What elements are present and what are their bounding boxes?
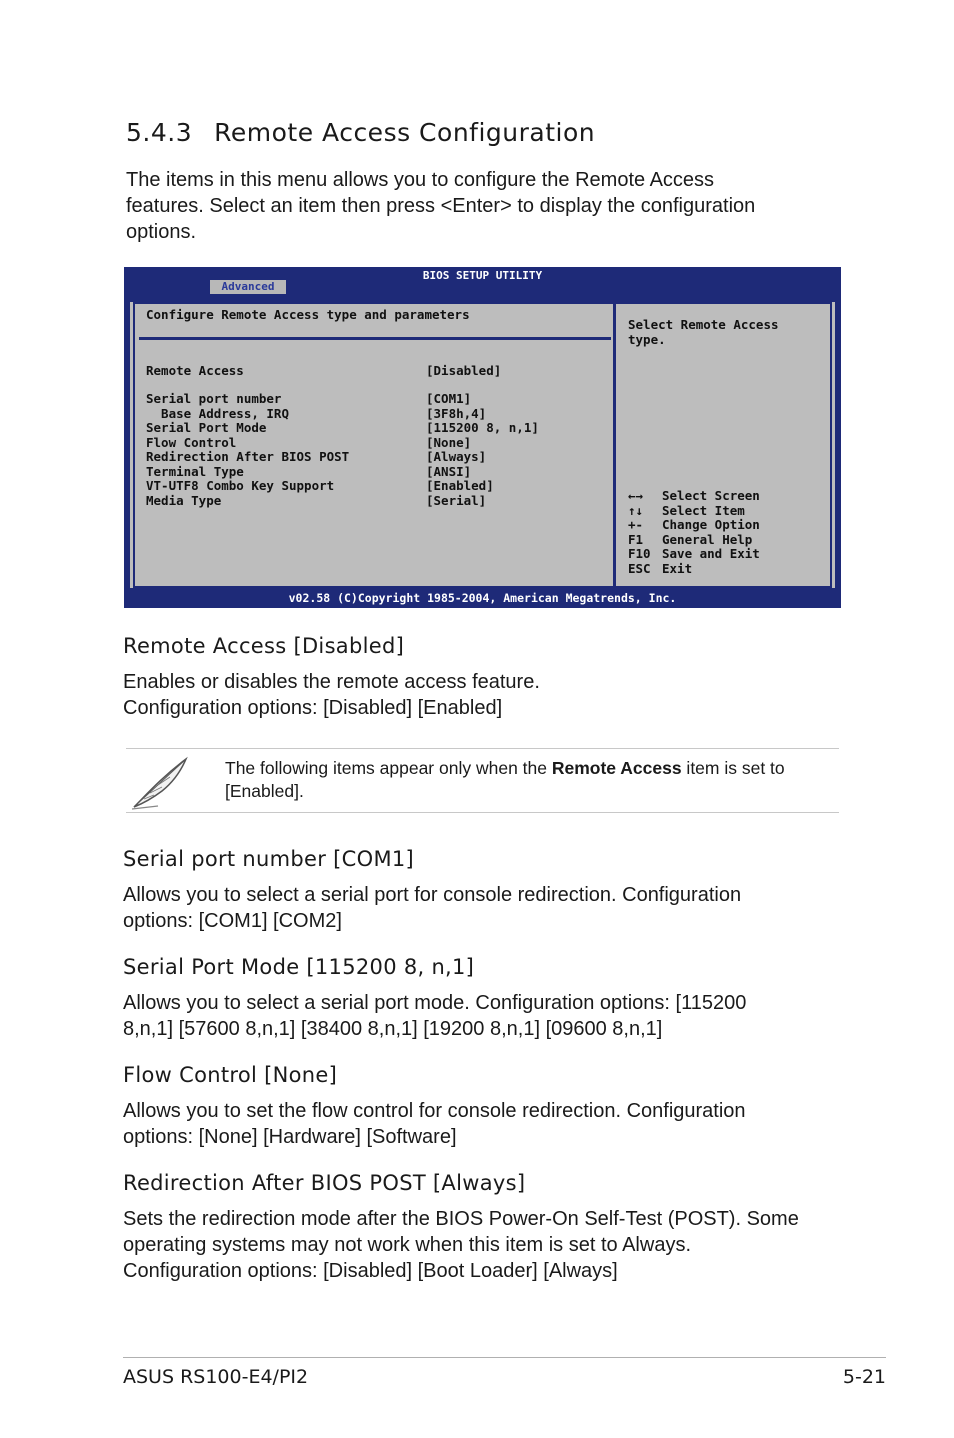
bios-key: F1 [628, 531, 644, 547]
desc-line: operating systems may not work when this item is set to Always. [123, 1234, 691, 1256]
intro-line: features. Select an item then press <Enter> to display the configuration [126, 195, 756, 217]
remote-access-desc [123, 669, 540, 721]
bios-help-line: Select Remote Access [628, 317, 779, 332]
bios-item-label[interactable]: Flow Control [146, 434, 237, 450]
bios-item-label[interactable]: VT-UTF8 Combo Key Support [146, 478, 335, 493]
redirection-heading: Redirection After BIOS POST [Always] [123, 1171, 526, 1195]
note-text-after: item is set to [681, 758, 785, 778]
bios-key-action: Change Option [662, 517, 760, 532]
section-intro [126, 167, 755, 245]
bios-key: +- [628, 517, 644, 532]
desc-line: Allows you to set the flow control for console redirection. Configuration [123, 1100, 746, 1122]
section-number: 5.4.3 [126, 118, 193, 147]
bios-item-label[interactable]: Serial Port Mode [146, 420, 267, 435]
remote-access-heading: Remote Access [Disabled] [123, 634, 405, 658]
bios-header: Configure Remote Access type and parameters [146, 307, 470, 322]
redirection-desc [123, 1206, 799, 1284]
bios-item-value[interactable]: [115200 8, n,1] [426, 420, 539, 435]
bios-item-label[interactable]: Redirection After BIOS POST [146, 449, 350, 464]
desc-line: 8,n,1] [57600 8,n,1] [38400 8,n,1] [19200 8,n,1] [09600 8,n,1] [123, 1018, 663, 1040]
section-heading [126, 118, 595, 147]
bios-item-value[interactable]: [COM1] [426, 391, 472, 406]
flow-control-desc [123, 1098, 746, 1150]
bios-key: ESC [628, 560, 651, 576]
bios-item-label[interactable]: Remote Access [146, 363, 244, 378]
bios-item-label[interactable]: Serial port number [146, 391, 282, 406]
note-box [126, 748, 839, 813]
bios-key-action: Save and Exit [662, 546, 760, 561]
bios-screenshot [124, 267, 841, 608]
desc-line: Configuration options: [Disabled] [Enabled] [123, 697, 503, 719]
bios-item-value[interactable]: [None] [426, 434, 472, 450]
bios-panel [128, 300, 837, 590]
serial-port-number-desc [123, 882, 741, 934]
note-text-line2: [Enabled]. [225, 781, 304, 801]
footer-product: ASUS RS100-E4/PI2 [123, 1366, 309, 1388]
note-text-before: The following items appear only when the [225, 758, 552, 778]
note-text-bold: Remote Access [551, 758, 682, 778]
bios-item-label[interactable]: Terminal Type [146, 463, 244, 479]
desc-line: Allows you to select a serial port for console redirection. Configuration [123, 884, 742, 906]
bios-title: BIOS SETUP UTILITY [422, 269, 543, 282]
bios-item-label: Base Address, IRQ [146, 405, 289, 421]
intro-line: The items in this menu allows you to configure the Remote Access [126, 169, 715, 191]
serial-port-mode-desc [123, 990, 746, 1042]
bios-item-value[interactable]: [Always] [426, 449, 487, 464]
note-text [225, 757, 835, 803]
bios-tab-advanced[interactable]: Advanced [210, 280, 286, 294]
footer-page-number: 5-21 [842, 1366, 886, 1388]
bios-footer: v02.58 (C)Copyright 1985-2004, American Megatrends, Inc. [288, 591, 677, 605]
bios-item-value: [3F8h,4] [426, 405, 487, 421]
intro-line: options. [126, 221, 197, 243]
desc-line: options: [COM1] [COM2] [123, 910, 342, 932]
bios-item-value[interactable]: [Serial] [426, 492, 487, 508]
desc-line: Configuration options: [Disabled] [Boot Loader] [Always] [123, 1260, 618, 1282]
desc-line: Enables or disables the remote access feature. [123, 671, 540, 693]
bios-item-value[interactable]: [ANSI] [426, 463, 472, 479]
desc-line: options: [None] [Hardware] [Software] [123, 1126, 457, 1148]
bios-item-label[interactable]: Media Type [146, 492, 222, 508]
key-arrows-lr-icon: ←→ [628, 488, 644, 503]
bios-key: F10 [628, 546, 651, 561]
footer-rule [123, 1357, 886, 1358]
bios-key-action: General Help [662, 531, 753, 547]
bios-item-value[interactable]: [Disabled] [426, 363, 502, 378]
desc-line: Sets the redirection mode after the BIOS Power-On Self-Test (POST). Some [123, 1208, 799, 1230]
bios-header-rule [139, 337, 611, 340]
bios-key-action: Exit [662, 560, 693, 576]
bios-key-action: Select Screen [662, 488, 760, 503]
bios-divider [613, 302, 616, 588]
desc-line: Allows you to select a serial port mode. Configuration options: [115200 [123, 992, 747, 1014]
bios-key-action: Select Item [662, 502, 745, 518]
feather-pen-icon [128, 755, 192, 811]
key-arrows-ud-icon: ↑↓ [628, 502, 644, 518]
serial-port-mode-heading: Serial Port Mode [115200 8, n,1] [123, 955, 475, 979]
bios-help-line: type. [628, 331, 666, 347]
section-title: Remote Access Configuration [214, 118, 596, 147]
serial-port-number-heading: Serial port number [COM1] [123, 847, 415, 871]
bios-item-value[interactable]: [Enabled] [426, 478, 494, 493]
flow-control-heading: Flow Control [None] [123, 1063, 338, 1087]
